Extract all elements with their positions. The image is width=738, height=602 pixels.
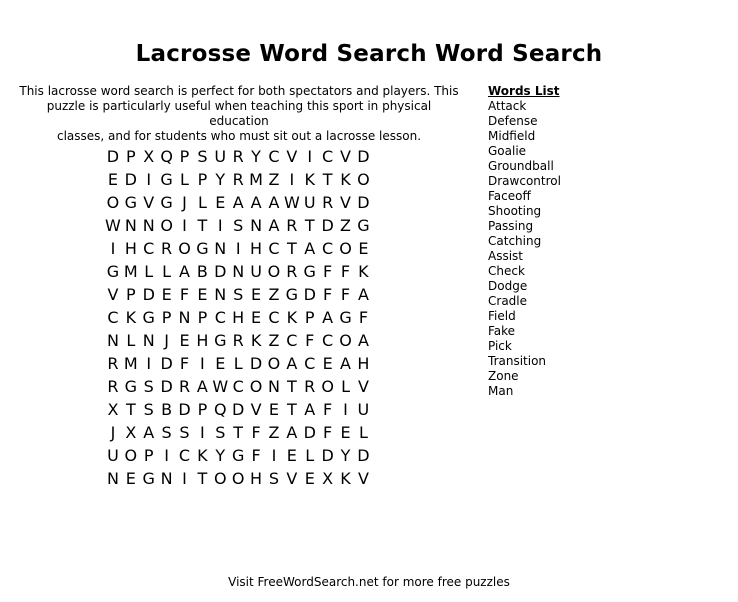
grid-cell: N xyxy=(178,308,191,327)
grid-cell: A xyxy=(196,377,208,396)
grid-row xyxy=(104,352,372,375)
grid-cell: A xyxy=(304,400,316,419)
grid-cell: A xyxy=(357,331,369,350)
grid-cell: I xyxy=(200,423,205,442)
grid-cell: X xyxy=(143,147,155,166)
grid-row xyxy=(104,467,372,490)
grid-cell: A xyxy=(304,239,316,258)
grid-cell: E xyxy=(340,423,351,442)
word-item: Dodge xyxy=(488,279,528,293)
grid-cell: V xyxy=(286,147,298,166)
grid-cell: K xyxy=(125,308,137,327)
word-grid xyxy=(104,145,372,490)
grid-cell: N xyxy=(267,377,280,396)
grid-cell: G xyxy=(124,193,138,212)
grid-cell: A xyxy=(340,354,351,373)
grid-cell: E xyxy=(251,285,262,304)
grid-cell: D xyxy=(249,354,263,373)
grid-cell: F xyxy=(340,262,351,281)
grid-cell: I xyxy=(217,216,223,235)
grid-cell: F xyxy=(323,400,333,419)
grid-cell: L xyxy=(197,193,207,212)
word-item: Shooting xyxy=(488,204,542,218)
grid-cell: D xyxy=(357,147,370,166)
grid-cell: O xyxy=(178,239,191,258)
grid-cell: K xyxy=(340,170,351,189)
grid-cell: O xyxy=(339,239,352,258)
grid-cell: E xyxy=(304,469,315,488)
grid-cell: O xyxy=(357,170,370,189)
grid-cell: M xyxy=(123,354,138,373)
word-item: Defense xyxy=(488,114,538,128)
grid-cell: R xyxy=(232,170,244,189)
grid-cell: F xyxy=(323,285,333,304)
grid-cell: A xyxy=(322,308,334,327)
grid-cell: D xyxy=(357,446,370,465)
grid-cell: V xyxy=(357,377,369,396)
grid-cell: R xyxy=(286,262,298,281)
grid-cell: T xyxy=(286,377,297,396)
grid-cell: K xyxy=(340,469,351,488)
grid-cell: O xyxy=(160,216,173,235)
grid-cell: U xyxy=(250,262,262,281)
grid-cell: G xyxy=(357,216,370,235)
grid-cell: A xyxy=(268,193,280,212)
grid-cell: J xyxy=(182,193,187,212)
grid-cell: O xyxy=(213,469,227,488)
grid-cell: S xyxy=(215,423,226,442)
grid-cell: A xyxy=(250,193,262,212)
grid-cell: P xyxy=(197,308,208,327)
grid-row xyxy=(104,214,372,237)
grid-cell: Y xyxy=(215,446,226,465)
grid-cell: P xyxy=(179,147,190,166)
grid-cell: R xyxy=(232,331,244,350)
grid-cell: K xyxy=(197,446,208,465)
grid-cell: S xyxy=(143,377,154,396)
grid-cell: L xyxy=(305,446,315,465)
grid-cell: I xyxy=(110,239,116,258)
grid-cell: J xyxy=(164,331,169,350)
grid-cell: P xyxy=(126,147,136,166)
word-item: Catching xyxy=(488,234,542,248)
grid-cell: I xyxy=(289,170,295,189)
grid-cell: T xyxy=(197,216,208,235)
grid-cell: D xyxy=(321,216,334,235)
grid-cell: D xyxy=(303,285,316,304)
grid-row xyxy=(104,398,372,421)
description-line: classes, and for students who must sit out a lacrosse lesson. xyxy=(56,129,422,143)
grid-cell: D xyxy=(160,377,173,396)
grid-cell: G xyxy=(285,285,299,304)
grid-cell: R xyxy=(107,377,119,396)
grid-cell: N xyxy=(106,331,119,350)
grid-cell: L xyxy=(144,262,154,281)
grid-cell: E xyxy=(358,239,369,258)
grid-cell: F xyxy=(340,285,351,304)
grid-row xyxy=(104,421,372,444)
grid-cell: E xyxy=(197,285,208,304)
grid-cell: M xyxy=(249,170,263,189)
grid-cell: H xyxy=(357,354,370,373)
description-line: puzzle is particularly useful when teaching this sport in physical education xyxy=(46,99,432,128)
grid-cell: D xyxy=(303,423,316,442)
grid-cell: P xyxy=(197,170,208,189)
grid-cell: T xyxy=(286,239,297,258)
grid-cell: G xyxy=(160,170,173,189)
grid-cell: O xyxy=(124,446,138,465)
grid-cell: T xyxy=(197,469,208,488)
grid-cell: C xyxy=(304,354,316,373)
word-item: Attack xyxy=(488,99,527,113)
grid-cell: D xyxy=(232,400,245,419)
grid-cell: E xyxy=(215,193,226,212)
grid-cell: F xyxy=(358,308,369,327)
grid-cell: U xyxy=(357,400,370,419)
grid-cell: F xyxy=(305,331,315,350)
grid-cell: R xyxy=(232,147,244,166)
grid-cell: G xyxy=(106,262,120,281)
grid-cell: T xyxy=(304,216,315,235)
grid-cell: F xyxy=(323,262,333,281)
page-title: Lacrosse Word Search Word Search xyxy=(135,41,603,67)
grid-cell: U xyxy=(107,446,119,465)
grid-cell: S xyxy=(197,147,208,166)
grid-cell: N xyxy=(214,239,227,258)
grid-cell: E xyxy=(161,285,172,304)
grid-cell: V xyxy=(107,285,119,304)
grid-cell: R xyxy=(107,354,119,373)
grid-cell: C xyxy=(214,308,226,327)
grid-cell: L xyxy=(358,423,368,442)
grid-cell: A xyxy=(268,216,280,235)
grid-cell: I xyxy=(146,354,152,373)
grid-cell: I xyxy=(182,469,187,488)
grid-cell: N xyxy=(142,331,155,350)
grid-cell: I xyxy=(146,170,152,189)
grid-cell: Z xyxy=(268,423,280,442)
word-item: Cradle xyxy=(488,294,527,308)
grid-cell: H xyxy=(124,239,137,258)
grid-cell: N xyxy=(142,216,155,235)
grid-cell: L xyxy=(126,331,136,350)
grid-cell: Y xyxy=(251,147,261,166)
grid-row xyxy=(104,283,372,306)
grid-cell: G xyxy=(231,446,245,465)
grid-cell: I xyxy=(164,446,169,465)
grid-cell: R xyxy=(178,377,191,396)
grid-cell: X xyxy=(322,469,334,488)
grid-cell: R xyxy=(322,193,334,212)
grid-cell: C xyxy=(268,308,280,327)
grid-row xyxy=(104,191,372,214)
grid-cell: S xyxy=(233,285,244,304)
grid-cell: M xyxy=(123,262,138,281)
grid-row xyxy=(104,375,372,398)
grid-cell: C xyxy=(178,446,191,465)
footer-text: Visit FreeWordSearch.net for more free puzzles xyxy=(228,575,510,589)
grid-cell: N xyxy=(160,469,173,488)
grid-cell: E xyxy=(179,331,190,350)
grid-cell: K xyxy=(358,262,369,281)
grid-cell: N xyxy=(106,469,119,488)
grid-cell: C xyxy=(143,239,155,258)
grid-cell: X xyxy=(125,423,137,442)
word-item: Pick xyxy=(488,339,512,353)
grid-cell: R xyxy=(304,377,316,396)
grid-cell: G xyxy=(124,377,138,396)
grid-cell: Z xyxy=(268,170,280,189)
grid-cell: S xyxy=(161,423,172,442)
grid-cell: K xyxy=(250,331,262,350)
grid-cell: S xyxy=(268,469,280,488)
grid-cell: C xyxy=(322,331,334,350)
grid-cell: G xyxy=(339,308,352,327)
words-list-header: Words List xyxy=(488,84,560,98)
grid-cell: C xyxy=(286,331,298,350)
grid-cell: I xyxy=(235,239,241,258)
grid-cell: I xyxy=(343,400,348,419)
grid-cell: G xyxy=(303,262,316,281)
grid-cell: K xyxy=(286,308,298,327)
grid-cell: G xyxy=(196,239,209,258)
grid-cell: L xyxy=(180,170,189,189)
grid-cell: P xyxy=(304,308,315,327)
word-item: Midfield xyxy=(488,129,536,143)
grid-row xyxy=(104,237,372,260)
grid-row xyxy=(104,444,372,467)
grid-cell: O xyxy=(267,262,281,281)
grid-cell: X xyxy=(107,400,119,419)
grid-cell: I xyxy=(200,354,205,373)
grid-cell: O xyxy=(321,377,334,396)
grid-cell: O xyxy=(249,377,263,396)
grid-cell: J xyxy=(110,423,116,442)
grid-cell: A xyxy=(357,285,369,304)
grid-row xyxy=(104,329,372,352)
grid-cell: N xyxy=(124,216,137,235)
grid-cell: A xyxy=(286,423,298,442)
grid-cell: I xyxy=(307,147,313,166)
grid-cell: D xyxy=(160,354,173,373)
grid-cell: D xyxy=(321,446,334,465)
grid-cell: V xyxy=(143,193,155,212)
grid-cell: W xyxy=(283,193,300,212)
grid-row xyxy=(104,260,372,283)
grid-cell: C xyxy=(268,239,280,258)
words-list-items xyxy=(488,99,561,399)
puzzle-description xyxy=(16,84,462,144)
grid-cell: A xyxy=(286,354,298,373)
grid-cell: R xyxy=(286,216,298,235)
grid-cell: D xyxy=(142,285,155,304)
grid-row xyxy=(104,145,372,168)
grid-cell: V xyxy=(286,469,298,488)
word-item: Goalie xyxy=(488,144,527,158)
grid-cell: D xyxy=(106,147,120,166)
grid-cell: A xyxy=(143,423,155,442)
word-item: Zone xyxy=(488,369,519,383)
grid-cell: R xyxy=(161,239,173,258)
grid-cell: F xyxy=(251,423,261,442)
grid-cell: N xyxy=(214,285,227,304)
grid-cell: D xyxy=(214,262,227,281)
grid-cell: V xyxy=(250,400,262,419)
grid-cell: N xyxy=(232,262,245,281)
grid-cell: T xyxy=(125,400,136,419)
grid-cell: S xyxy=(143,400,154,419)
word-item: Groundball xyxy=(488,159,554,173)
grid-cell: P xyxy=(197,400,208,419)
grid-cell: L xyxy=(233,354,243,373)
grid-cell: P xyxy=(161,308,172,327)
word-item: Check xyxy=(488,264,525,278)
grid-cell: C xyxy=(232,377,244,396)
grid-cell: A xyxy=(179,262,190,281)
grid-cell: T xyxy=(286,400,297,419)
grid-cell: V xyxy=(340,147,351,166)
grid-cell: H xyxy=(196,331,209,350)
grid-cell: H xyxy=(232,308,245,327)
grid-cell: Q xyxy=(160,147,173,166)
description-line: This lacrosse word search is perfect for both spectators and players. This xyxy=(19,84,459,98)
word-item: Field xyxy=(488,309,516,323)
grid-cell: P xyxy=(143,446,154,465)
grid-cell: C xyxy=(322,239,334,258)
grid-cell: V xyxy=(357,469,369,488)
grid-cell: C xyxy=(107,308,119,327)
grid-cell: Y xyxy=(215,170,226,189)
grid-cell: F xyxy=(251,446,261,465)
grid-cell: H xyxy=(250,469,263,488)
grid-cell: G xyxy=(214,331,227,350)
grid-row xyxy=(104,168,372,191)
grid-cell: F xyxy=(323,423,333,442)
grid-cell: O xyxy=(339,331,352,350)
grid-cell: E xyxy=(215,354,226,373)
grid-cell: C xyxy=(268,147,280,166)
grid-cell: D xyxy=(124,170,137,189)
grid-cell: L xyxy=(162,262,172,281)
grid-cell: G xyxy=(160,193,173,212)
grid-cell: W xyxy=(212,377,229,396)
grid-cell: N xyxy=(250,216,263,235)
grid-cell: Z xyxy=(268,331,280,350)
word-item: Assist xyxy=(488,249,524,263)
grid-cell: Z xyxy=(340,216,351,235)
grid-cell: B xyxy=(196,262,208,281)
grid-cell: W xyxy=(105,216,121,235)
grid-cell: E xyxy=(125,469,136,488)
grid-cell: E xyxy=(322,354,333,373)
grid-cell: E xyxy=(286,446,297,465)
word-item: Passing xyxy=(488,219,534,233)
grid-cell: O xyxy=(267,354,281,373)
grid-cell: G xyxy=(142,469,155,488)
grid-cell: S xyxy=(233,216,244,235)
grid-cell: L xyxy=(341,377,350,396)
grid-cell: E xyxy=(268,400,280,419)
grid-cell: A xyxy=(232,193,244,212)
grid-cell: V xyxy=(340,193,351,212)
grid-cell: I xyxy=(182,216,187,235)
grid-cell: D xyxy=(357,193,370,212)
word-item: Transition xyxy=(488,354,547,368)
grid-cell: T xyxy=(322,170,333,189)
grid-cell: I xyxy=(271,446,277,465)
grid-cell: G xyxy=(142,308,155,327)
grid-cell: T xyxy=(233,423,244,442)
grid-cell: Q xyxy=(213,400,227,419)
grid-cell: B xyxy=(161,400,173,419)
word-item: Drawcontrol xyxy=(488,174,561,188)
grid-cell: U xyxy=(214,147,227,166)
grid-cell: Y xyxy=(340,446,351,465)
grid-cell: K xyxy=(304,170,315,189)
words-list xyxy=(488,84,561,399)
grid-cell: E xyxy=(107,170,118,189)
grid-cell: H xyxy=(250,239,263,258)
word-item: Fake xyxy=(488,324,516,338)
grid-cell: F xyxy=(179,354,190,373)
word-item: Man xyxy=(488,384,514,398)
grid-cell: Z xyxy=(268,285,280,304)
grid-cell: U xyxy=(303,193,316,212)
grid-row xyxy=(104,306,372,329)
grid-cell: S xyxy=(179,423,190,442)
grid-cell: P xyxy=(126,285,136,304)
grid-cell: O xyxy=(106,193,120,212)
grid-cell: C xyxy=(322,147,334,166)
word-item: Faceoff xyxy=(488,189,531,203)
grid-cell: O xyxy=(231,469,245,488)
grid-cell: D xyxy=(178,400,191,419)
grid-cell: E xyxy=(251,308,262,327)
grid-cell: F xyxy=(179,285,190,304)
